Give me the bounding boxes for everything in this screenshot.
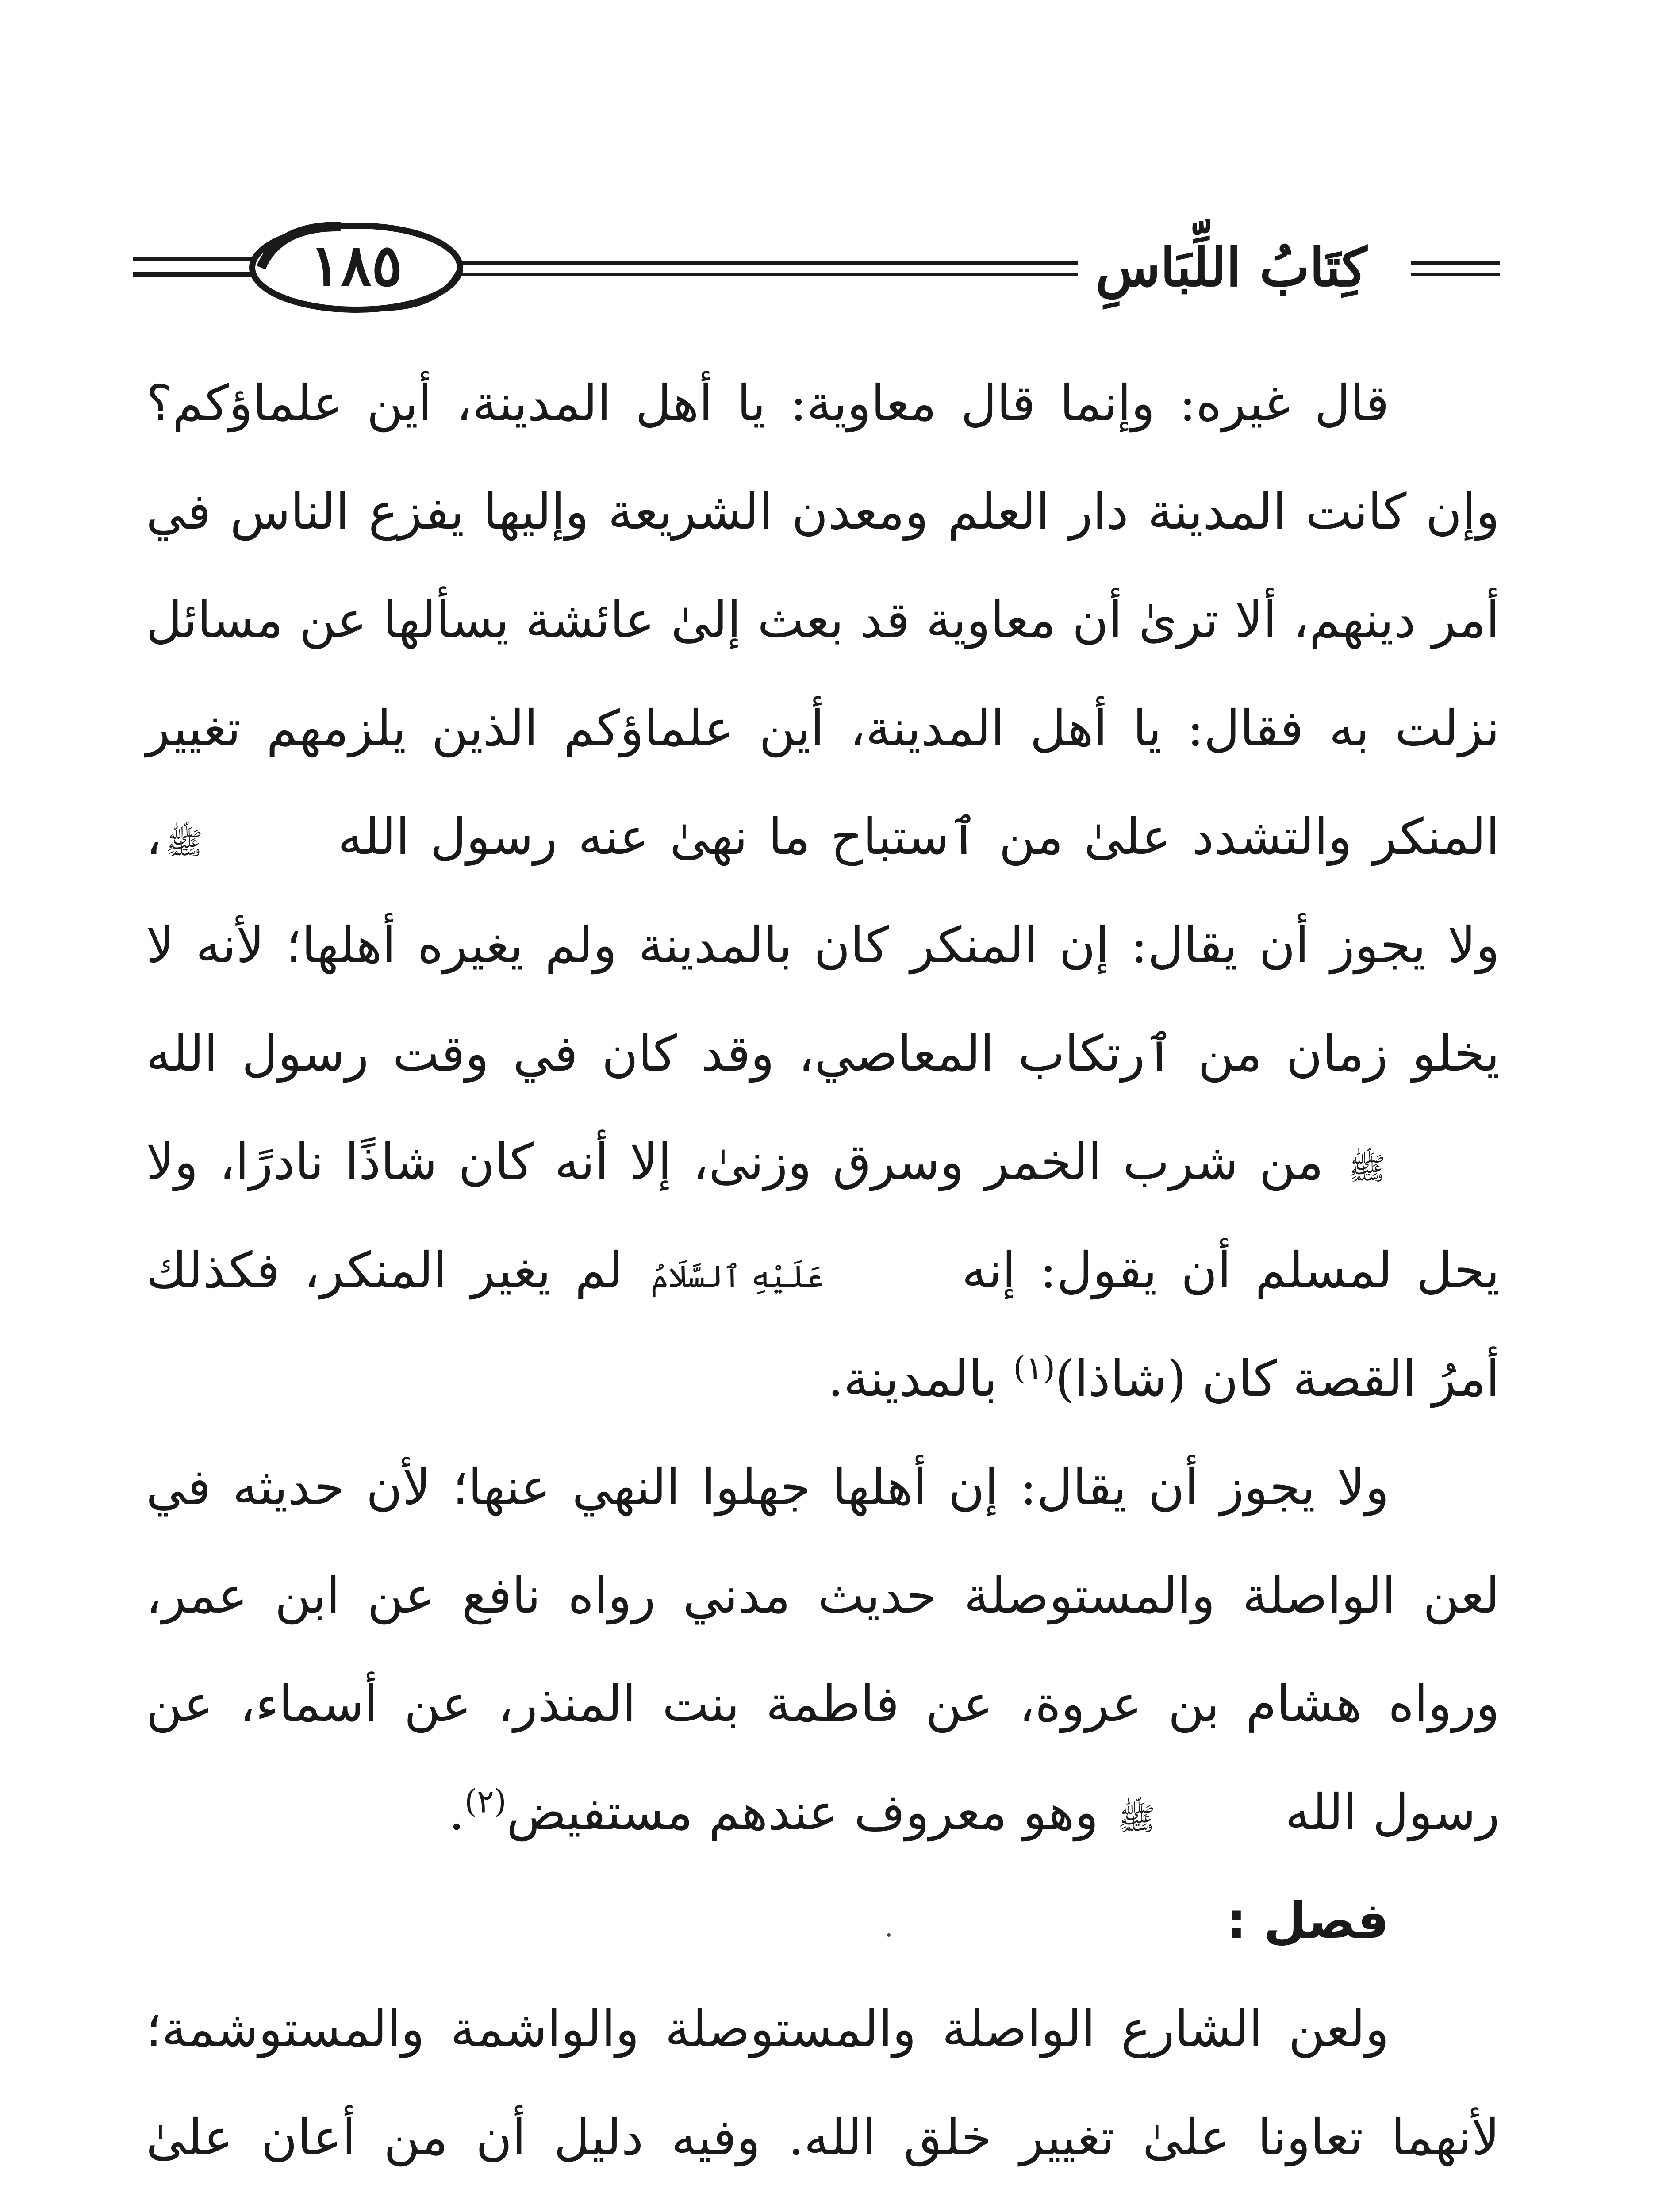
- running-title: كِتَابُ اللِّبَاسِ: [1078, 217, 1385, 319]
- salawat-glyph: ﷺ: [1117, 1801, 1156, 1837]
- text-run: بالمدينة.: [828, 1350, 998, 1408]
- text-run: لم يغير المنكر، فكذلك أمرُ القصة كان (شاذا): [146, 1242, 1500, 1408]
- salawat-glyph: ﷺ: [165, 825, 203, 861]
- text-run: وهو معروف عندهم مستفيض: [506, 1784, 1099, 1841]
- footnote-ref-1[interactable]: (١): [1013, 1349, 1056, 1386]
- page-header: [133, 208, 1500, 323]
- text-run: قال غيره: وإنما قال معاوية: يا أهل المدينة، أين علماؤكم؟ وإن كانت المدينة دار العلم ومعدن الشريعة وإليها يفزع الناس في أمر دينهم، ألا ترىٰ أن معاوية قد بعث إلىٰ عائشة يسألها عن مسائل نزلت به فقال: يا أهل المدينة، أين علماؤكم الذين يلزمهم تغيير المنكر والتشدد علىٰ من ٱستباح ما نهىٰ عنه رسول الله: [146, 375, 1500, 866]
- page-number: ١٨٥: [310, 231, 403, 299]
- main-text: [146, 349, 1500, 2212]
- text-run: .: [449, 1784, 465, 1841]
- scan-speck: [887, 1933, 891, 1937]
- salawat-glyph: ﷺ: [1348, 1150, 1386, 1187]
- paragraph-3: ولعن الشارع الواصلة والمستوصلة والواشمة والمستوشمة؛ لأنهما تعاونا علىٰ تغيير خلق الله. وفيه دليل أن من أعان علىٰ: [146, 2001, 1500, 2166]
- text-run: ولا يجوز أن يقال: إن أهلها جهلوا النهي عنها؛ لأن حديثه في لعن الواصلة والمستوصلة حديث مدني رواه نافع عن ابن عمر، ورواه هشام بن عروة، عن فاطمة بنت المنذر، عن أسماء، عن رسول الله: [146, 1459, 1500, 1841]
- alayhi-salam-glyph: عَلَيْهِ ٱلسَّلَامُ: [650, 1259, 824, 1295]
- paragraph-1: [146, 349, 1500, 1433]
- footnote-ref-2[interactable]: (٢): [465, 1782, 507, 1820]
- text-run: ، ولا يجوز أن يقال: إن المنكر كان بالمدينة ولم يغيره أهلها؛ لأنه لا يخلو زمان من ٱرتكاب المعاصي، وقد كان في وقت رسول الله: [146, 808, 1500, 1083]
- paragraph-2: [146, 1433, 1500, 1867]
- text-run: من شرب الخمر وسرق وزنىٰ، إلا أنه كان شاذًا نادرًا، ولا يحل لمسلم أن يقول: إنه: [146, 1133, 1500, 1299]
- section-heading: فصل :: [1226, 1892, 1389, 1950]
